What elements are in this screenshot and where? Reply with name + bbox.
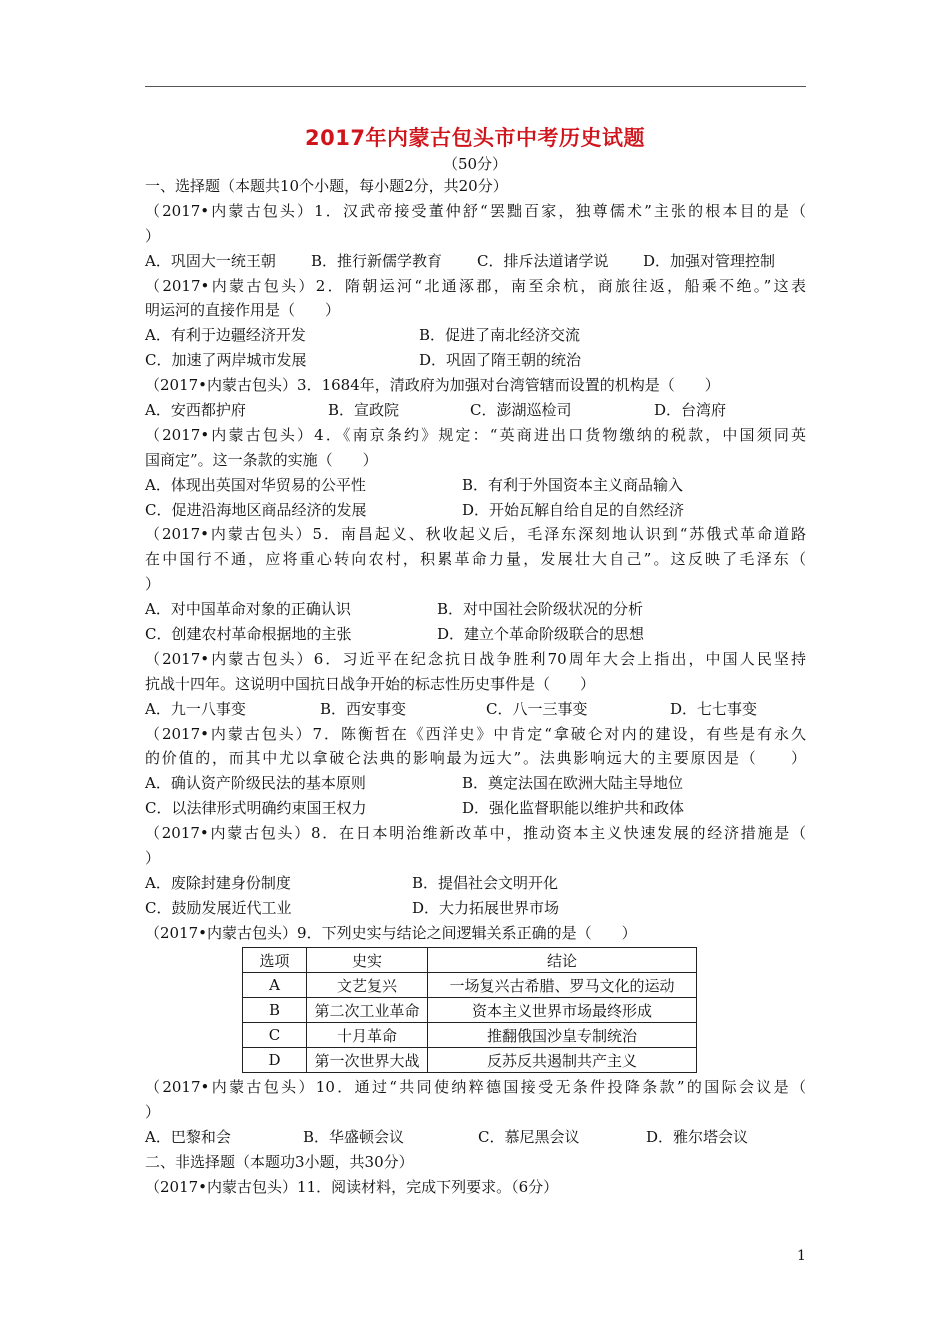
option-d: D．开始瓦解自给自足的自然经济 (462, 500, 685, 519)
question-stem: （2017•内蒙古包头）2．隋朝运河“北通涿郡，南至余杭，商旅往返，船乘不绝。”这表 (145, 276, 806, 295)
table-cell: 推翻俄国沙皇专制统治 (428, 1023, 697, 1048)
option-row (145, 697, 806, 722)
option-d: D．台湾府 (654, 401, 727, 420)
option-b: B．西安事变 (320, 699, 407, 718)
section-heading: 二、非选择题（本题功3小题，共30分） (145, 1152, 414, 1171)
table-cell: 第二次工业革命 (307, 998, 428, 1023)
question-stem: （2017•内蒙古包头）11．阅读材料，完成下列要求。（6分） (145, 1177, 559, 1196)
exam-body (145, 174, 806, 946)
table-cell: 一场复兴古希腊、罗马文化的运动 (428, 973, 697, 998)
option-d: D．加强对管理控制 (643, 251, 776, 270)
option-d: D．雅尔塔会议 (646, 1127, 749, 1146)
table-cell: B (243, 998, 307, 1023)
option-c: C．促进沿海地区商品经济的发展 (145, 500, 367, 519)
option-row (145, 622, 806, 647)
option-b: B．促进了南北经济交流 (419, 326, 581, 345)
option-row (145, 249, 806, 274)
option-b: B．有利于外国资本主义商品输入 (462, 475, 684, 494)
option-a: A．确认资产阶级民法的基本原则 (145, 774, 366, 793)
option-c: C．排斥法道诸学说 (477, 251, 609, 270)
question-stem: （2017•内蒙古包头）4．《南京条约》规定：“英商进出口货物缴纳的税款，中国须同英 (145, 425, 806, 444)
question-stem: 的价值的，而其中尤以拿破仑法典的影响最为远大”。法典影响远大的主要原因是（ ） (145, 749, 806, 768)
option-b: B．宣政院 (328, 401, 400, 420)
option-c: C．加速了两岸城市发展 (145, 351, 307, 370)
table-cell: 第一次世界大战 (307, 1048, 428, 1073)
table-row (243, 1048, 697, 1073)
table-cell: 文艺复兴 (307, 973, 428, 998)
table-row (243, 1023, 697, 1048)
option-a: A．安西都护府 (145, 401, 246, 420)
table-cell: D (243, 1048, 307, 1073)
question-stem: （2017•内蒙古包头）6．习近平在纪念抗日战争胜利70周年大会上指出，中国人民坚持 (145, 649, 806, 668)
question-stem: ） (145, 1102, 161, 1121)
option-b: B．推行新儒学教育 (311, 251, 443, 270)
table-cell: C (243, 1023, 307, 1048)
table-row (243, 998, 697, 1023)
option-c: C．慕尼黑会议 (478, 1127, 580, 1146)
option-b: B．奠定法国在欧洲大陆主导地位 (462, 774, 684, 793)
question-stem: （2017•内蒙古包头）7．陈衡哲在《西洋史》中肯定“拿破仑对内的建设，有些是有永久 (145, 724, 806, 743)
option-b: B．提倡社会文明开化 (412, 873, 559, 892)
option-c: C．鼓励发展近代工业 (145, 898, 292, 917)
header-rule (145, 86, 806, 87)
exam-score: （50分） (442, 155, 508, 173)
option-b: B．华盛顿会议 (303, 1127, 405, 1146)
option-d: D．巩固了隋王朝的统治 (419, 351, 582, 370)
option-row (145, 348, 806, 373)
option-a: A．巩固大一统王朝 (145, 251, 276, 270)
option-row (145, 498, 806, 523)
option-a: A．有利于边疆经济开发 (145, 326, 306, 345)
question-stem: 明运河的直接作用是（ ） (145, 301, 341, 320)
option-c: C．创建农村革命根据地的主张 (145, 625, 352, 644)
option-a: A．体现出英国对华贸易的公平性 (145, 475, 366, 494)
table-header-cell: 结论 (428, 948, 697, 973)
section-heading: 一、选择题（本题共10个小题，每小题2分，共20分） (145, 177, 508, 195)
question-stem: 抗战十四年。这说明中国抗日战争开始的标志性历史事件是（ ） (145, 674, 596, 693)
page-number: 1 (797, 1248, 806, 1264)
question-stem: （2017•内蒙古包头）5．南昌起义、秋收起义后，毛泽东深刻地认识到“苏俄式革命道路 (145, 525, 806, 544)
option-d: D．建立个革命阶级联合的思想 (437, 625, 645, 644)
table-row (243, 973, 697, 998)
option-row (145, 896, 806, 921)
question-stem: （2017•内蒙古包头）10．通过“共同使纳粹德国接受无条件投降条款”的国际会议是（ (145, 1078, 806, 1096)
option-row (145, 771, 806, 796)
question-stem: ） (145, 226, 161, 245)
option-a: A．巴黎和会 (145, 1127, 231, 1146)
question-stem: （2017•内蒙古包头）3．1684年，清政府为加强对台湾管辖而设置的机构是（ ） (145, 376, 720, 395)
option-c: C．以法律形式明确约束国王权力 (145, 799, 367, 818)
option-a: A．废除封建身份制度 (145, 873, 291, 892)
exam-body-continued (145, 1075, 806, 1199)
table-cell: 资本主义世界市场最终形成 (428, 998, 697, 1023)
option-d: D．强化监督职能以维护共和政体 (462, 799, 685, 818)
table-cell: A (243, 973, 307, 998)
question-stem: 在中国行不通，应将重心转向农村，积累革命力量，发展壮大自己”。这反映了毛泽东（ (145, 550, 806, 569)
question-stem: ） (145, 575, 161, 594)
table-header-row (243, 948, 697, 973)
exam-title: 2017年内蒙古包头市中考历史试题 (305, 126, 645, 150)
q9-table (242, 947, 697, 1073)
option-row (145, 398, 806, 423)
option-row (145, 1125, 806, 1150)
option-d: D．大力拓展世界市场 (412, 898, 560, 917)
question-stem: （2017•内蒙古包头）1．汉武帝接受董仲舒“罢黜百家，独尊儒术”主张的根本目的是（ (145, 201, 806, 220)
table-cell: 十月革命 (307, 1023, 428, 1048)
question-stem: （2017•内蒙古包头）8．在日本明治维新改革中，推动资本主义快速发展的经济措施是（ (145, 824, 806, 843)
option-a: A．九一八事变 (145, 699, 246, 718)
question-stem: ） (145, 849, 161, 868)
table-cell: 反苏反共遏制共产主义 (428, 1048, 697, 1073)
table-header-cell: 选项 (243, 948, 307, 973)
option-c: C．澎湖巡检司 (470, 401, 572, 420)
option-row (145, 796, 806, 821)
option-row (145, 323, 806, 348)
option-b: B．对中国社会阶级状况的分析 (437, 600, 644, 619)
option-c: C．八一三事变 (486, 699, 588, 718)
option-row (145, 871, 806, 896)
option-d: D．七七事变 (670, 699, 758, 718)
question-stem: （2017•内蒙古包头）9．下列史实与结论之间逻辑关系正确的是（ ） (145, 923, 637, 942)
option-a: A．对中国革命对象的正确认识 (145, 600, 351, 619)
question-stem: 国商定”。这一条款的实施（ ） (145, 450, 378, 469)
option-row (145, 473, 806, 498)
table-header-cell: 史实 (307, 948, 428, 973)
option-row (145, 597, 806, 622)
